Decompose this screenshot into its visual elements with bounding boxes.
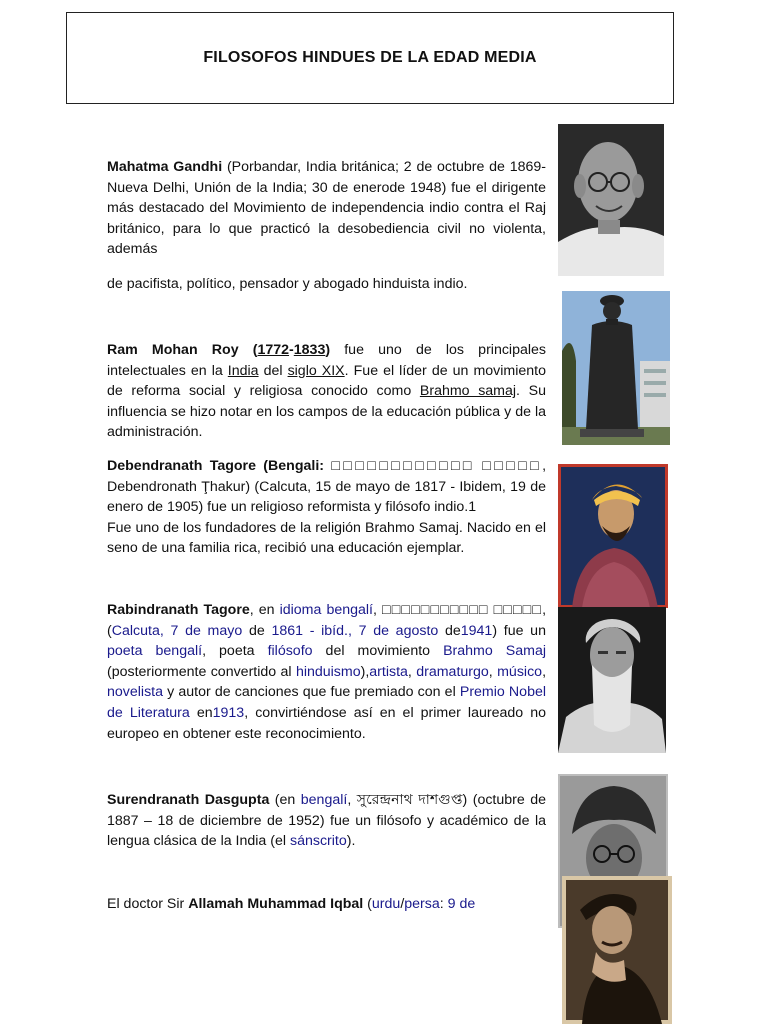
rabindranath-paragraph: [107, 600, 546, 744]
iqbal-slash: /: [400, 896, 405, 912]
rabindranath-text-12: ,: [488, 663, 498, 680]
rabindranath-bengali: □□□□□□□□□□□ □□□□□: [382, 602, 543, 618]
link-bengali[interactable]: bengalí: [300, 792, 348, 808]
dasgupta-text-1: (en: [269, 792, 301, 808]
rabindranath-text-13: ,: [542, 663, 547, 680]
link-calcuta[interactable]: Calcuta, 7 de mayo: [111, 622, 243, 639]
rabindranath-text-15: en: [189, 704, 213, 721]
iqbal-text-1: (: [363, 896, 372, 912]
link-novelista[interactable]: novelista: [107, 684, 163, 701]
iqbal-pre: El doctor Sir: [107, 896, 189, 912]
rabindranath-text-14: y autor de canciones que fue premiado con el: [163, 684, 460, 701]
link-poeta-bengali[interactable]: poeta bengalí: [107, 643, 203, 660]
debendranath-text-2: Fue uno de los fundadores de la religión Brahmo Samaj. Nacido en el seno de una familia rica, recibió una educación ejemplar.: [107, 519, 546, 557]
dasgupta-text-2: ,: [347, 792, 357, 808]
roy-link-brahmo[interactable]: Brahmo samaj: [419, 383, 517, 400]
iqbal-text-2: :: [439, 896, 448, 912]
dasgupta-bengali-script: সুরেন্দ্রনাথ দাশগুপ্ত: [356, 792, 463, 808]
rabindranath-text-10: ),: [360, 663, 370, 680]
roy-paren-open: (: [238, 342, 258, 358]
link-musico[interactable]: músico: [497, 663, 543, 680]
rabindranath-text-7: , poeta: [202, 643, 268, 660]
rabindranath-text-6: ) fue un: [492, 622, 546, 639]
dasgupta-text-3: ) (octubre de 1887 – 18 de diciembre de 1952) fue un filósofo y académico de la lengua clásica de la India (el: [107, 792, 547, 850]
link-idioma-bengali[interactable]: idioma bengalí: [279, 602, 373, 618]
link-iqbal-date[interactable]: 9 de: [447, 896, 476, 912]
link-1941[interactable]: 1941: [460, 622, 493, 639]
debendranath-name: Debendranath Tagore (Bengali:: [107, 458, 332, 474]
link-1913[interactable]: 1913: [212, 704, 245, 721]
link-dramaturgo[interactable]: dramaturgo: [416, 663, 489, 680]
roy-paragraph: [107, 340, 546, 443]
rabindranath-text-4: de: [242, 622, 272, 639]
roy-text-1: fue uno de los principales intelectuales en la: [107, 342, 547, 379]
gandhi-text-2: de pacifista, político, pensador y abogado hinduista indio.: [107, 276, 468, 292]
link-persa[interactable]: persa: [404, 896, 440, 912]
debendranath-bengali: □□□□□□□□□□□□ □□□□□: [331, 458, 543, 474]
gandhi-paragraph: [107, 157, 546, 260]
gandhi-paragraph-end: [107, 274, 546, 295]
roy-link-siglo[interactable]: siglo XIX: [287, 362, 345, 379]
roy-link-india[interactable]: India: [227, 362, 259, 379]
link-sanscrito[interactable]: sánscrito: [289, 833, 347, 850]
debendranath-paragraph: [107, 456, 546, 559]
iqbal-paragraph: [107, 894, 546, 915]
roy-link-1772[interactable]: 1772: [257, 342, 290, 358]
debendranath-painting: [558, 464, 668, 608]
link-premio-nobel[interactable]: Premio Nobel de Literatura: [107, 684, 546, 721]
debendranath-comma: ,: [542, 458, 547, 474]
link-1861[interactable]: 1861 - ibíd., 7 de agosto: [271, 622, 439, 639]
dasgupta-paragraph: [107, 790, 546, 852]
roy-dash: -: [289, 342, 294, 358]
link-hinduismo[interactable]: hinduismo: [295, 663, 361, 680]
roy-link-1833[interactable]: 1833: [293, 342, 326, 358]
roy-text-3: . Fue el líder de un movimiento de reforma social y religiosa conocido como: [107, 362, 546, 400]
roy-text-2: del: [258, 362, 288, 379]
iqbal-photo: [562, 876, 672, 1024]
dasgupta-name: Surendranath Dasgupta: [107, 792, 270, 808]
rabindranath-text-9: (posteriormente convertido al: [107, 663, 296, 680]
iqbal-name: Allamah Muhammad Iqbal: [188, 896, 364, 912]
rabindranath-text-1: , en: [249, 602, 280, 618]
page-title: FILOSOFOS HINDUES DE LA EDAD MEDIA: [203, 49, 537, 66]
gandhi-photo: [558, 124, 664, 276]
roy-statue-photo: [562, 291, 670, 445]
link-filosofo[interactable]: filósofo: [267, 643, 313, 660]
rabindranath-photo: [558, 607, 666, 753]
rabindranath-text-11: ,: [407, 663, 417, 680]
roy-name: Ram Mohan Roy: [107, 342, 239, 358]
debendranath-text: Debendronath Ţhakur) (Calcuta, 15 de mayo de 1817 - Ibidem, 19 de enero de 1905) fue un religioso reformista y filósofo indio.1: [107, 478, 546, 516]
link-brahmo-samaj[interactable]: Brahmo Samaj: [443, 643, 546, 660]
rabindranath-name: Rabindranath Tagore: [107, 602, 250, 618]
rabindranath-text-8: del movimiento: [312, 643, 444, 660]
rabindranath-text-16: , convirtiéndose así en el primer laureado no europeo en obtener este reconocimiento.: [107, 704, 546, 742]
link-urdu[interactable]: urdu: [371, 896, 401, 912]
rabindranath-text-5: de: [438, 622, 461, 639]
roy-paren-close: ): [325, 342, 331, 358]
rabindranath-text-3: , (: [107, 602, 547, 639]
title-box: [66, 12, 674, 104]
dasgupta-text-4: ).: [346, 833, 356, 850]
rabindranath-text-2: ,: [373, 602, 383, 618]
roy-text-4: . Su influencia se hizo notar en los campos de la educación pública y de la administración.: [107, 383, 546, 441]
gandhi-name: Mahatma Gandhi: [107, 159, 223, 175]
gandhi-text: (Porbandar, India británica; 2 de octubre de 1869-Nueva Delhi, Unión de la India; 30 de enerode 1948) fue el dirigente más destacado del Movimiento de independencia indio contra el Raj británico, para lo que practicó la desobediencia civil no violenta, además: [107, 159, 546, 258]
link-artista[interactable]: artista: [369, 663, 408, 680]
